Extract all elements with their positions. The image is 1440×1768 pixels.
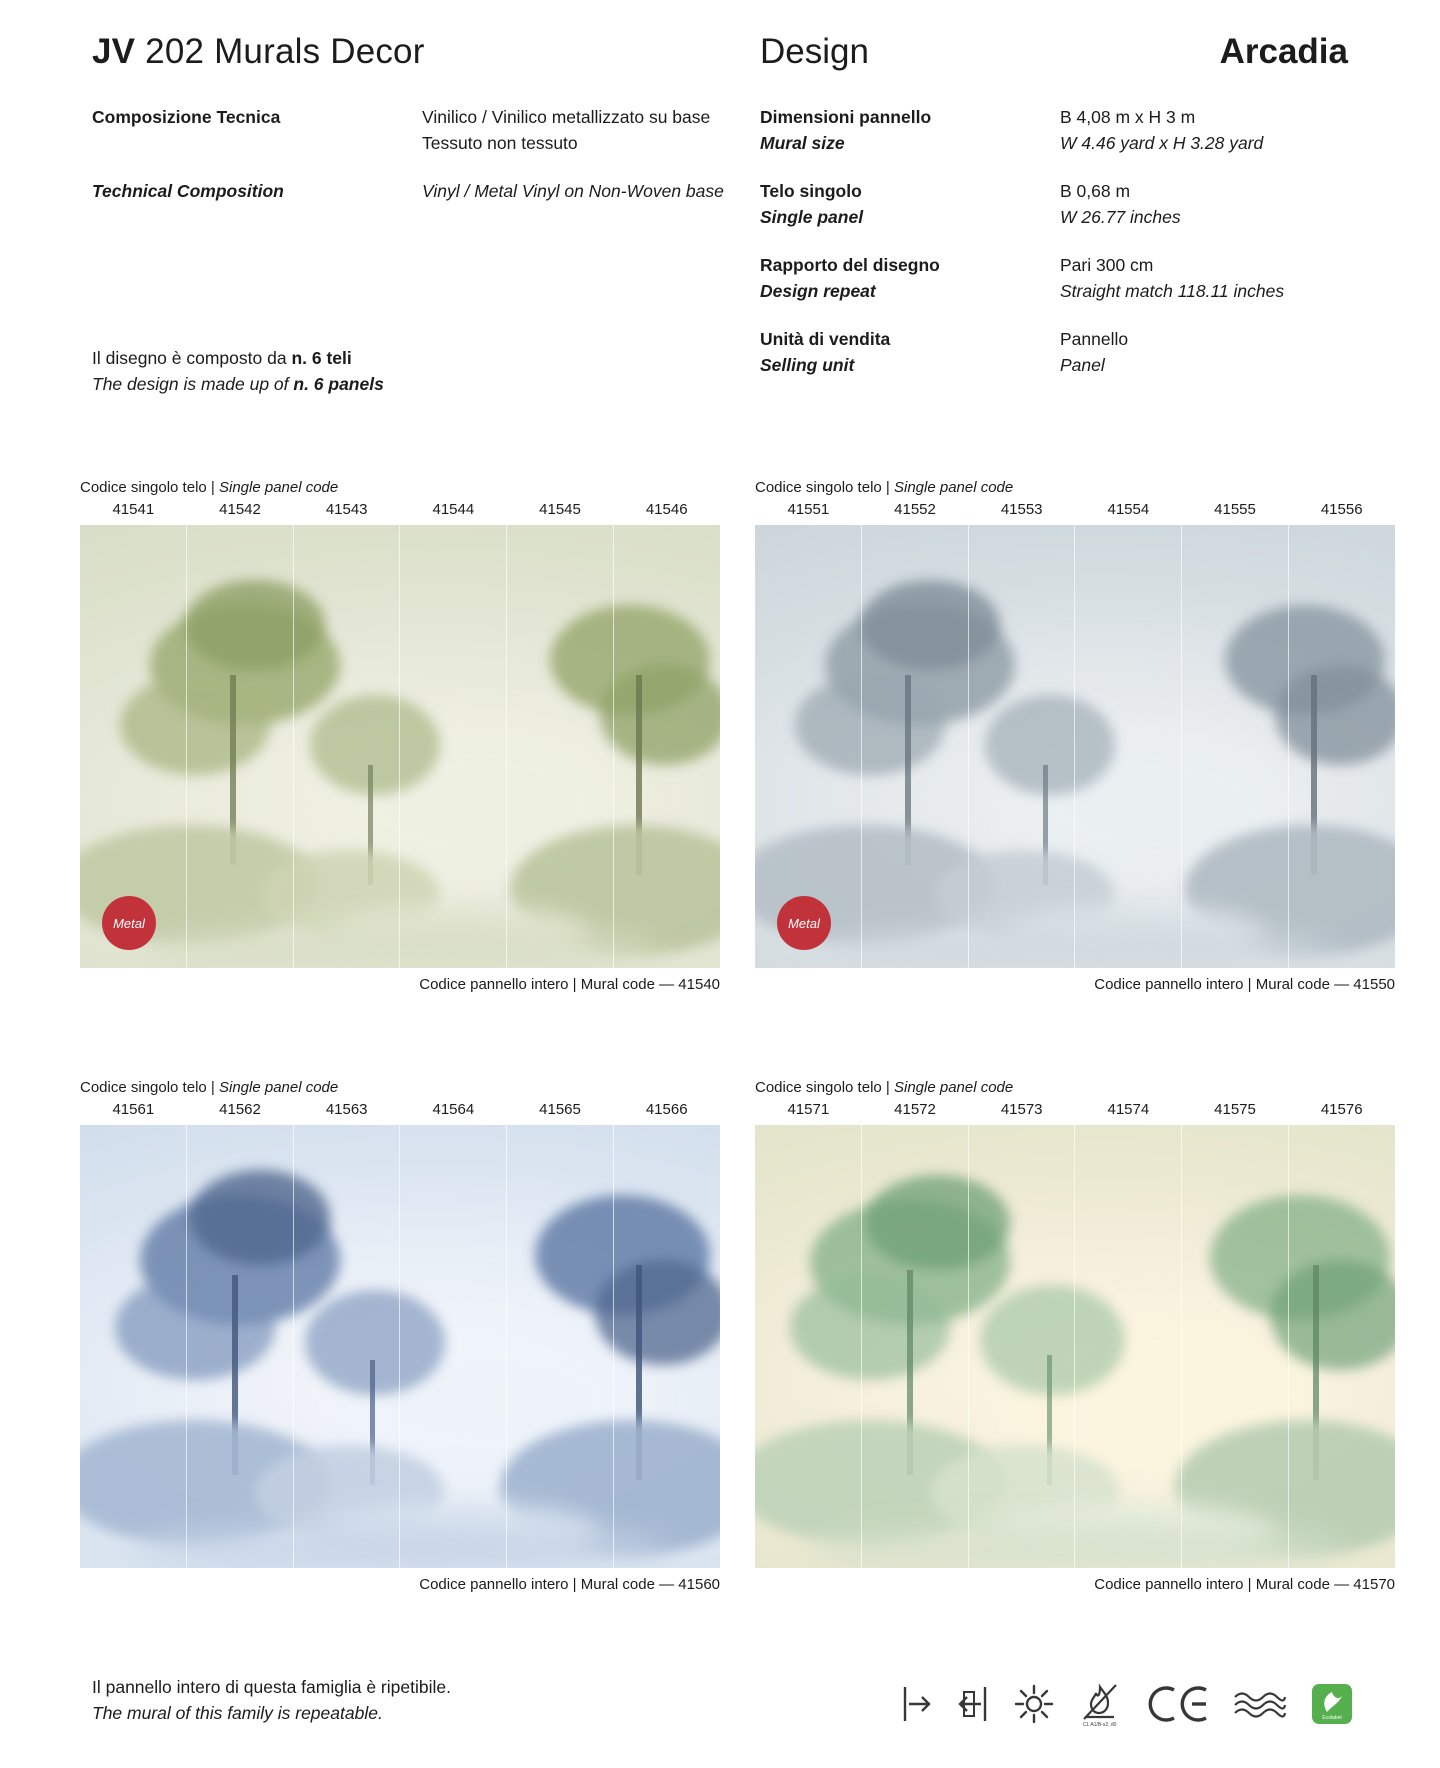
panel-code: 41561 xyxy=(112,1101,155,1118)
panel-code: 41546 xyxy=(645,501,688,518)
brand-suffix: 202 Murals Decor xyxy=(145,32,425,71)
eco-label-text: Ecolabel xyxy=(1322,1714,1342,1721)
spec-value-it: B 0,68 m xyxy=(1060,181,1131,201)
spec-value-it: Pari 300 cm xyxy=(1060,255,1154,275)
panel-code-list xyxy=(755,500,1395,520)
collection-title: Arcadia xyxy=(1219,32,1348,71)
spec-design-repeat xyxy=(760,252,1360,304)
spec-label-en: Single panel xyxy=(760,207,864,227)
label-sep: | xyxy=(206,1079,219,1096)
spec-label xyxy=(760,252,1040,304)
panel-code: 41562 xyxy=(219,1101,261,1118)
mural-image-41560 xyxy=(80,1125,720,1568)
panels-note-en-text: The design is made up of xyxy=(92,374,294,394)
mural-code-caption: Codice pannello intero | Mural code — 41570 xyxy=(1094,1576,1395,1593)
no-flame-icon xyxy=(1078,1681,1126,1732)
footer-note-it: Il pannello intero di questa famiglia è ripetibile. xyxy=(92,1677,451,1697)
label-it: Codice singolo telo xyxy=(80,479,207,496)
single-panel-code-label xyxy=(755,478,1395,498)
panel-code: 41563 xyxy=(325,1101,368,1118)
mural-code-caption: Codice pannello intero | Mural code — 41540 xyxy=(419,976,720,993)
panels-note-it-bold: n. 6 teli xyxy=(291,348,352,368)
panel-code: 41553 xyxy=(1000,501,1043,518)
spec-technical-composition xyxy=(92,104,752,204)
spec-selling-unit xyxy=(760,326,1360,378)
label-en: Single panel code xyxy=(218,1079,339,1096)
panel-code: 41565 xyxy=(539,1101,581,1118)
panel-code: 41541 xyxy=(112,501,155,518)
spec-single-panel xyxy=(760,178,1360,230)
spec-label xyxy=(760,326,1040,378)
label-sep: | xyxy=(206,479,219,496)
panel-code: 41554 xyxy=(1107,501,1150,518)
panel-code-list xyxy=(80,500,720,520)
mural-artwork xyxy=(755,1125,1395,1568)
spec-label-en: Mural size xyxy=(760,133,845,153)
spec-label-it: Dimensioni pannello xyxy=(760,107,932,127)
mural-image-41550 xyxy=(755,525,1395,968)
spec-value xyxy=(1060,178,1360,230)
mural-block-41540 xyxy=(80,478,720,996)
spec-label-it: Composizione Tecnica xyxy=(92,107,281,127)
spec-mural-size xyxy=(760,104,1360,156)
panel-code: 41564 xyxy=(432,1101,475,1118)
spec-value-en: W 4.46 yard x H 3.28 yard xyxy=(1060,133,1264,153)
panel-code: 41556 xyxy=(1320,501,1363,518)
brand-prefix: JV xyxy=(92,32,136,71)
mural-image-41540 xyxy=(80,525,720,968)
spec-value-en: W 26.77 inches xyxy=(1060,207,1181,227)
footer-note-en: The mural of this family is repeatable. xyxy=(92,1703,383,1723)
section-title: Design xyxy=(760,32,869,71)
specs-column-left xyxy=(92,104,752,226)
panel-code: 41575 xyxy=(1214,1101,1256,1118)
spec-value-it: Pannello xyxy=(1060,329,1129,349)
spec-label-it: Unità di vendita xyxy=(760,329,891,349)
mural-block-41550 xyxy=(755,478,1395,996)
mural-image-41570 xyxy=(755,1125,1395,1568)
spec-label-en: Design repeat xyxy=(760,281,876,301)
mural-code-caption: Codice pannello intero | Mural code — 41550 xyxy=(1094,976,1395,993)
panel-code: 41576 xyxy=(1320,1101,1363,1118)
single-panel-code-label xyxy=(80,478,720,498)
label-it: Codice singolo telo xyxy=(755,479,882,496)
specs-column-right xyxy=(760,104,1360,400)
spec-label-it: Telo singolo xyxy=(760,181,862,201)
mural-block-41570 xyxy=(755,1078,1395,1596)
panel-code-list xyxy=(80,1100,720,1120)
panel-code: 41574 xyxy=(1107,1101,1150,1118)
spec-value-it: Vinilico / Vinilico metallizzato su base Tessuto non tessuto xyxy=(422,107,711,153)
page-header xyxy=(0,18,1440,78)
spec-label-it: Rapporto del disegno xyxy=(760,255,940,275)
spec-label xyxy=(760,178,1040,230)
panel-code: 41551 xyxy=(787,501,830,518)
label-it: Codice singolo telo xyxy=(80,1079,207,1096)
eco-label-icon xyxy=(1310,1682,1354,1731)
spec-value xyxy=(1060,104,1360,156)
label-sep: | xyxy=(881,479,894,496)
footer-note xyxy=(92,1674,451,1726)
single-panel-code-label xyxy=(80,1078,720,1098)
spec-label xyxy=(92,104,382,204)
spec-value-en: Straight match 118.11 inches xyxy=(1060,281,1285,301)
mural-block-41560 xyxy=(80,1078,720,1596)
panel-code: 41545 xyxy=(539,501,581,518)
light-fastness-icon xyxy=(1012,1682,1056,1731)
panels-note-it-text: Il disegno è composto da xyxy=(92,348,292,368)
mural-code-caption: Codice pannello intero | Mural code — 41560 xyxy=(419,1576,720,1593)
spec-label-en: Selling unit xyxy=(760,355,855,375)
mural-artwork xyxy=(755,525,1395,968)
mural-artwork xyxy=(80,1125,720,1568)
flame-code-text: CL A1/B-s2, d0 xyxy=(1083,1721,1117,1727)
metal-badge: Metal xyxy=(102,896,156,950)
label-sep: | xyxy=(881,1079,894,1096)
panel-code: 41543 xyxy=(325,501,368,518)
spec-value-en: Vinyl / Metal Vinyl on Non-Woven base xyxy=(422,181,724,201)
panel-code: 41542 xyxy=(219,501,261,518)
label-en: Single panel code xyxy=(893,479,1014,496)
spec-value xyxy=(422,104,752,204)
panel-code: 41566 xyxy=(645,1101,688,1118)
panel-code: 41555 xyxy=(1214,501,1256,518)
panels-note-en-bold: n. 6 panels xyxy=(293,374,384,394)
spec-value-en: Panel xyxy=(1060,355,1105,375)
panel-code: 41572 xyxy=(894,1101,936,1118)
symbol-strip xyxy=(900,1680,1354,1732)
panel-code: 41573 xyxy=(1000,1101,1043,1118)
panel-code: 41544 xyxy=(432,501,475,518)
panel-code: 41552 xyxy=(894,501,936,518)
washable-icon xyxy=(1232,1686,1288,1727)
ce-mark-icon xyxy=(1148,1684,1210,1729)
mural-artwork xyxy=(80,525,720,968)
spec-label-en: Technical Composition xyxy=(92,181,284,201)
spec-value xyxy=(1060,252,1360,304)
label-it: Codice singolo telo xyxy=(755,1079,882,1096)
spec-label xyxy=(760,104,1040,156)
panels-note xyxy=(92,345,384,397)
label-en: Single panel code xyxy=(893,1079,1014,1096)
metal-badge: Metal xyxy=(777,896,831,950)
spec-value xyxy=(1060,326,1360,378)
paste-the-paper-icon xyxy=(956,1684,990,1729)
panels-note-en xyxy=(92,371,384,397)
panel-code-list xyxy=(755,1100,1395,1120)
paste-the-wall-icon xyxy=(900,1684,934,1729)
panels-note-it xyxy=(92,345,384,371)
spec-value-it: B 4,08 m x H 3 m xyxy=(1060,107,1196,127)
label-en: Single panel code xyxy=(218,479,339,496)
brand-title xyxy=(92,32,425,72)
panel-code: 41571 xyxy=(787,1101,830,1118)
single-panel-code-label xyxy=(755,1078,1395,1098)
